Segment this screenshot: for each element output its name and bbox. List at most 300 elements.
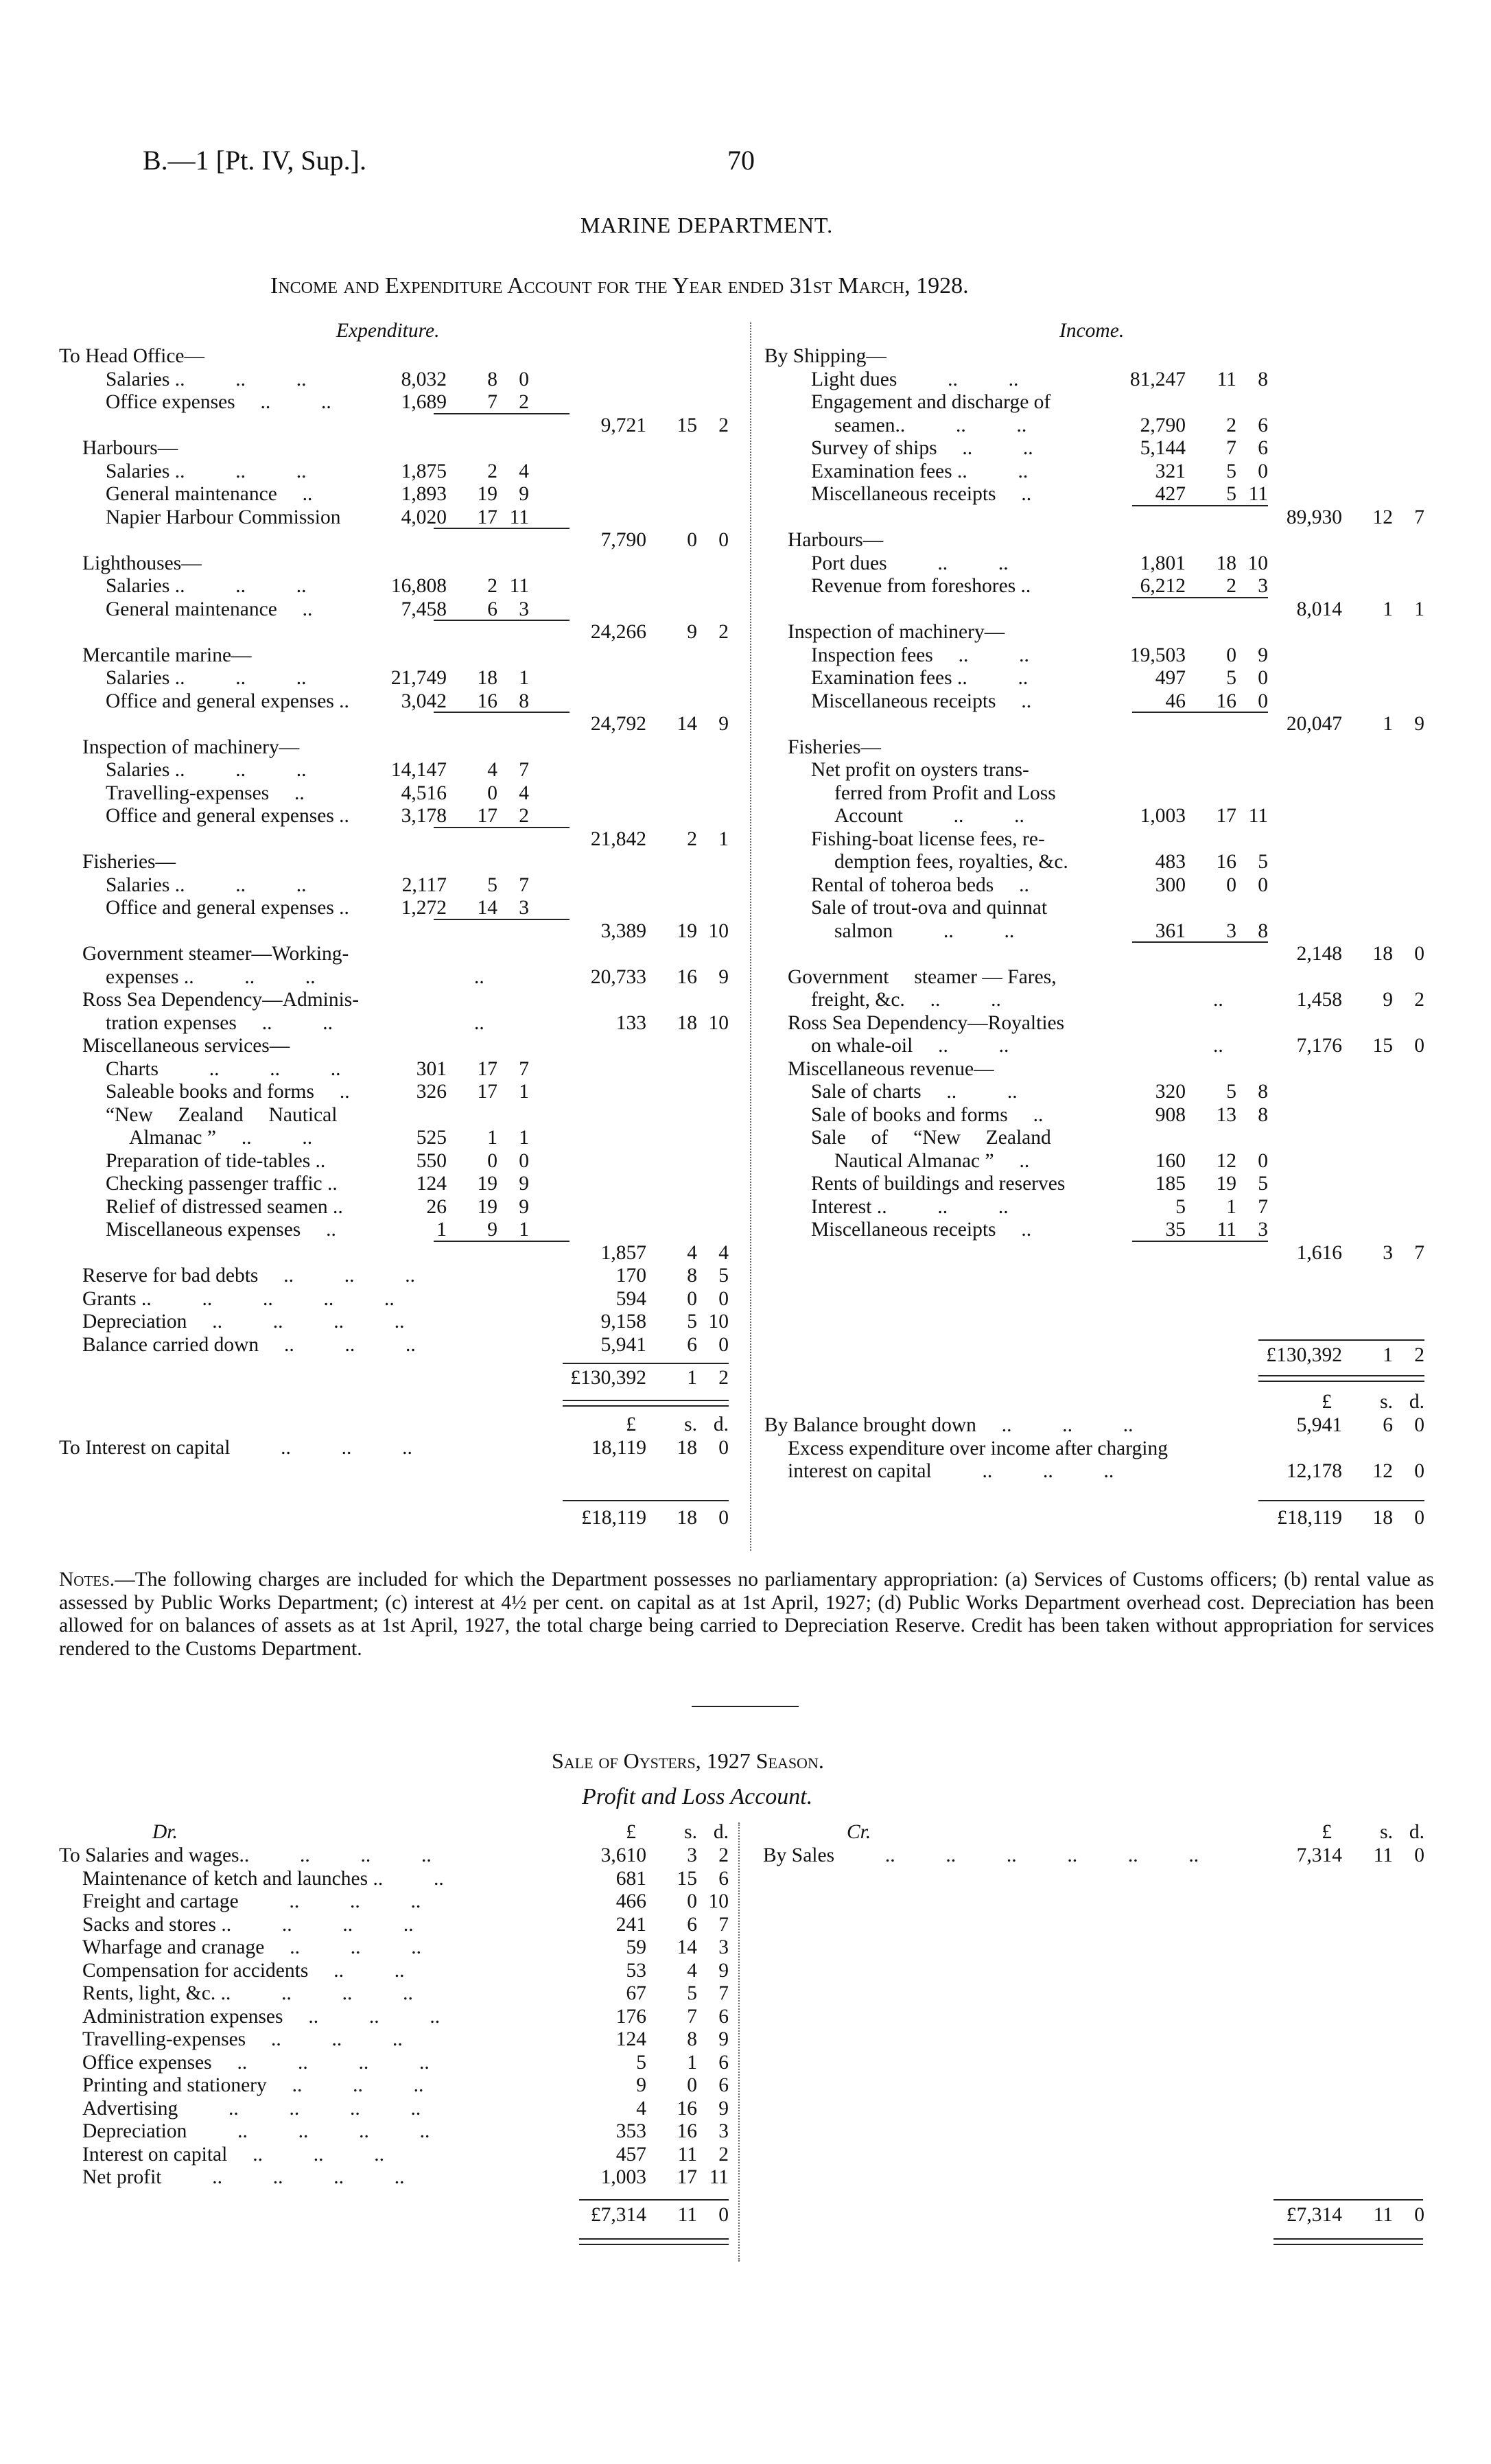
- income-heading: Income.: [1059, 320, 1125, 342]
- oysters-title: Sale of Oysters, 1927 Season.: [552, 1748, 824, 1773]
- value-pounds: 497: [1155, 667, 1186, 689]
- value-s: 12: [1216, 1149, 1236, 1172]
- value-pounds: 3,178: [401, 805, 447, 827]
- ledger-row: [764, 345, 1451, 368]
- rule: [1273, 2199, 1423, 2201]
- oysters-cr-lines: [763, 1844, 1429, 1868]
- value-s: 0: [687, 1890, 697, 1912]
- value-s: 0: [687, 1287, 697, 1310]
- value-pounds: 466: [615, 1890, 646, 1912]
- ledger-row: [59, 1914, 731, 1937]
- ie-total-left-s: 1: [687, 1367, 697, 1389]
- rule: [1258, 1500, 1424, 1501]
- subtotal-rule: [1132, 712, 1268, 713]
- value-s: 2: [687, 828, 697, 850]
- value-d: 2: [718, 621, 729, 643]
- ledger-row: [763, 1844, 1429, 1868]
- value-pounds: 1,893: [401, 483, 447, 505]
- expenditure-lines: [59, 345, 745, 1357]
- value-s: 4: [687, 1241, 697, 1264]
- ledger-row: [59, 1081, 745, 1104]
- ledger-row: [59, 966, 745, 989]
- dr-label: Dr.: [152, 1821, 178, 1843]
- value-d: 0: [1414, 943, 1424, 965]
- value-pounds: 21,749: [390, 667, 447, 689]
- ie-total-left-d: 2: [718, 1367, 729, 1389]
- rule: [1258, 1381, 1424, 1382]
- ledger-label: Travelling-expenses .. .. ..: [82, 2028, 403, 2050]
- value-d: 4: [519, 782, 529, 804]
- ledger-row: [59, 460, 745, 484]
- ledger-label: Reserve for bad debts .. .. ..: [82, 1265, 416, 1287]
- value-pounds: 12,178: [1286, 1460, 1342, 1482]
- value-pounds: 8,014: [1296, 598, 1342, 620]
- ledger-label: Inspection of machinery—: [82, 736, 300, 758]
- ledger-row: [59, 1150, 745, 1173]
- ledger-row: [59, 1127, 745, 1150]
- value-d: 7: [1258, 1195, 1268, 1218]
- ledger-label: Examination fees .. ..: [811, 460, 1029, 482]
- ledger-label: Sale of trout-ova and quinnat: [811, 897, 1048, 919]
- ledger-row: [764, 897, 1451, 920]
- value-s: 2: [1226, 414, 1236, 436]
- notes-text: —The following charges are included for which the Department possesses no parliamentary appropriation: (a) Services of Customs officers; (b) rental value as assessed by Public Works Department; (c) interest at 4½ per cent. on capital as at 1st April, 1927; (d) Public Works Department overhead cost. Depreciation has been allowed for on balances of assets as at 1st April, 1927, the total charge being carried to Depreciation Reserve. Credit has been taken without appropriation for services rendered to the Customs Department.: [59, 1569, 1434, 1660]
- value-s: 7: [487, 391, 497, 413]
- value-d: 0: [1258, 460, 1268, 482]
- oysters-subtitle: Profit and Loss Account.: [582, 1784, 813, 1809]
- value-pounds: 160: [1155, 1149, 1186, 1172]
- ledger-label: tration expenses .. ..: [106, 1011, 333, 1034]
- value-s: 19: [477, 1173, 497, 1195]
- ledger-row: [764, 1150, 1451, 1173]
- value-s: 18: [1372, 1507, 1393, 1529]
- value-d: 6: [718, 2074, 729, 2096]
- ie-total-left: [557, 1367, 729, 1390]
- ledger-label: To Salaries and wages.. .. .. ..: [59, 1844, 432, 1866]
- ledger-label: By Balance brought down .. .. ..: [764, 1414, 1134, 1436]
- ledger-row: [59, 1035, 745, 1058]
- ledger-row: [764, 782, 1451, 806]
- value-d: 5: [1258, 1173, 1268, 1195]
- ie-total-right-d: 2: [1414, 1344, 1424, 1366]
- value-d: 7: [1414, 506, 1424, 528]
- value-d: 7: [1414, 1241, 1424, 1264]
- ledger-row: [59, 2098, 731, 2121]
- ledger-label: Relief of distressed seamen ..: [106, 1195, 343, 1218]
- ledger-label: Interest .. .. ..: [811, 1195, 1009, 1218]
- page-number: 70: [727, 145, 755, 176]
- ledger-row: [59, 506, 745, 530]
- subtotal-rule: [434, 620, 570, 621]
- interest-income-lines: [764, 1414, 1430, 1483]
- ledger-row: [59, 943, 745, 966]
- ledger-label: Inspection of machinery—: [788, 621, 1005, 643]
- ledger-label: General maintenance ..: [106, 483, 313, 505]
- value-pounds: 320: [1155, 1081, 1186, 1103]
- value-d: 0: [1414, 1507, 1424, 1529]
- value-s: 16: [677, 965, 697, 988]
- value-d: 2: [1414, 989, 1424, 1011]
- value-pounds: 20,047: [1286, 713, 1342, 735]
- ledger-label: Compensation for accidents .. ..: [82, 1959, 405, 1982]
- value-s: 0: [687, 529, 697, 551]
- value-d: 0: [1414, 1460, 1424, 1482]
- value-pounds: 20,733: [590, 965, 646, 988]
- value-d: 8: [1258, 919, 1268, 942]
- value-d: 10: [708, 1890, 729, 1912]
- value-d: 0: [519, 1149, 529, 1172]
- ledger-label: Office expenses .. .. .. ..: [82, 2051, 430, 2074]
- value-s: 1: [487, 1127, 497, 1149]
- value-s: 5: [1226, 667, 1236, 689]
- ledger-row: [764, 575, 1451, 598]
- value-s: 12: [1372, 1460, 1393, 1482]
- value-s: 17: [477, 1081, 497, 1103]
- ledger-label: Office and general expenses ..: [106, 690, 349, 712]
- ledger-label: Salaries .. .. ..: [106, 759, 307, 781]
- ledger-row: [764, 805, 1451, 828]
- subtotal-rule: [434, 1241, 570, 1242]
- value-d: 1: [718, 828, 729, 850]
- value-d: 1: [519, 1127, 529, 1149]
- ledger-label: Depreciation .. .. .. ..: [82, 1311, 405, 1333]
- ledger-label: Saleable books and forms ..: [106, 1081, 350, 1103]
- value-d: 2: [718, 2143, 729, 2166]
- section-divider: [692, 1706, 799, 1707]
- ledger-label: Maintenance of ketch and launches .. ..: [82, 1867, 444, 1890]
- ledger-label: Salaries .. .. ..: [106, 575, 307, 597]
- value-s: 16: [1216, 851, 1236, 873]
- value-pounds: 326: [416, 1081, 447, 1103]
- subtotal-rule: [1132, 597, 1268, 598]
- ledger-label: Net profit on oysters trans-: [811, 759, 1029, 781]
- interest-on-capital-value: [557, 1437, 729, 1460]
- value-pounds: 2,148: [1296, 943, 1342, 965]
- ledger-label: seamen.. .. ..: [834, 414, 1027, 436]
- ledger-label: Grants .. .. .. .. ..: [82, 1287, 395, 1310]
- subtotal-rule: [1132, 941, 1268, 943]
- value-pounds: 185: [1155, 1173, 1186, 1195]
- value-s: 2: [487, 575, 497, 597]
- value-pounds: 594: [615, 1287, 646, 1310]
- ledger-label: Miscellaneous receipts ..: [811, 690, 1032, 712]
- notes: [59, 1569, 1434, 1661]
- value-pounds: 124: [615, 2028, 646, 2050]
- value-s: 4: [487, 759, 497, 781]
- ledger-row: [764, 621, 1451, 644]
- ledger-label: Rents of buildings and reserves: [811, 1173, 1066, 1195]
- ledger-row: [764, 1035, 1451, 1058]
- value-d: 7: [718, 1913, 729, 1936]
- value-d: 11: [709, 2166, 729, 2188]
- ledger-dots: ..: [474, 1011, 484, 1034]
- ledger-label: Rents, light, &c. .. .. .. ..: [82, 1982, 413, 2004]
- subtotal-rule: [1132, 505, 1268, 506]
- value-d: 0: [718, 1507, 729, 1529]
- value-s: 18: [677, 1507, 697, 1529]
- value-pounds: 1,875: [401, 460, 447, 482]
- value-pounds: 1,801: [1140, 552, 1186, 574]
- value-pounds: 26: [426, 1195, 447, 1218]
- ledger-label: Fishing-boat license fees, re-: [811, 828, 1045, 850]
- value-s: 5: [487, 873, 497, 896]
- ledger-row: [59, 1012, 745, 1035]
- ledger-row: [764, 828, 1451, 852]
- value-pounds: 18,119: [591, 1437, 646, 1459]
- value-pounds: 133: [615, 1011, 646, 1034]
- value-s: 0: [1226, 873, 1236, 896]
- value-d: 3: [718, 2120, 729, 2142]
- col-head-pounds: £: [626, 1821, 636, 1843]
- ledger-dots: ..: [474, 965, 484, 988]
- value-d: 8: [1258, 1103, 1268, 1126]
- ledger-row: [59, 483, 745, 506]
- value-d: 0: [718, 529, 729, 551]
- ledger-row: [764, 368, 1451, 392]
- value-s: 18: [1216, 552, 1236, 574]
- value-pounds: 361: [1155, 919, 1186, 942]
- value-pounds: 124: [416, 1173, 447, 1195]
- value-s: 19: [1216, 1173, 1236, 1195]
- value-s: 14: [677, 1936, 697, 1958]
- value-d: 11: [1248, 805, 1268, 827]
- value-d: 2: [519, 391, 529, 413]
- value-d: 0: [1414, 1035, 1424, 1057]
- value-s: 5: [1226, 460, 1236, 482]
- value-pounds: £7,314: [1286, 2204, 1342, 2226]
- value-s: 8: [687, 2028, 697, 2050]
- rule: [579, 2244, 729, 2245]
- value-s: 12: [1372, 506, 1393, 528]
- ledger-row: [59, 1334, 745, 1357]
- ledger-row: [764, 529, 1451, 552]
- value-pounds: 7,314: [1296, 1844, 1342, 1866]
- ledger-label: Survey of ships .. ..: [811, 437, 1033, 459]
- value-s: 11: [1373, 2204, 1393, 2226]
- value-s: 19: [477, 1195, 497, 1218]
- col-head-pounds: £: [1322, 1821, 1332, 1843]
- ledger-row: [764, 989, 1451, 1012]
- ledger-row: [59, 2074, 731, 2098]
- col-head-d: d.: [713, 1413, 729, 1435]
- ledger-dots: ..: [1213, 989, 1223, 1011]
- interest-on-capital-label: To Interest on capital .. .. ..: [59, 1437, 412, 1459]
- ledger-row: [764, 966, 1451, 989]
- ledger-row: [764, 1104, 1451, 1127]
- ledger-row: [59, 1058, 745, 1081]
- ledger-label: Miscellaneous receipts ..: [811, 483, 1032, 505]
- value-s: 0: [487, 1149, 497, 1172]
- ledger-label: Mercantile marine—: [82, 644, 252, 666]
- ledger-label: To Head Office—: [59, 345, 205, 367]
- ledger-label: Miscellaneous expenses ..: [106, 1219, 336, 1241]
- rule: [1258, 1375, 1424, 1376]
- ledger-row: [764, 644, 1451, 668]
- ledger-row: [59, 1219, 745, 1242]
- value-d: 2: [718, 1844, 729, 1866]
- ledger-row: [59, 2028, 731, 2052]
- value-s: 0: [687, 2074, 697, 2096]
- ledger-row: [59, 1844, 731, 1868]
- subtotal-rule: [434, 919, 570, 920]
- value-pounds: 9,158: [600, 1311, 646, 1333]
- ledger-row: [764, 1460, 1430, 1483]
- value-s: 6: [687, 1913, 697, 1936]
- value-pounds: 7,790: [600, 529, 646, 551]
- value-s: 14: [477, 897, 497, 919]
- value-pounds: 1,689: [401, 391, 447, 413]
- value-s: 8: [487, 368, 497, 390]
- value-d: 8: [519, 690, 529, 712]
- value-pounds: 4: [636, 2097, 646, 2120]
- value-pounds: 3,389: [600, 919, 646, 942]
- interest-col-heads-left: [557, 1413, 729, 1437]
- value-d: 6: [718, 1867, 729, 1890]
- ledger-label: Freight and cartage .. .. ..: [82, 1890, 421, 1912]
- value-d: 11: [509, 575, 529, 597]
- value-d: 7: [519, 759, 529, 781]
- value-s: 11: [1217, 1219, 1236, 1241]
- ledger-label: Lighthouses—: [82, 552, 202, 574]
- ledger-row: [59, 920, 745, 943]
- rule: [563, 1405, 729, 1407]
- value-s: 11: [677, 2204, 697, 2226]
- ledger-label: Charts .. .. ..: [106, 1057, 341, 1080]
- ledger-label: Light dues .. ..: [811, 368, 1019, 390]
- rule: [1273, 2238, 1423, 2240]
- value-pounds: 3,610: [600, 1844, 646, 1866]
- col-head-s: s.: [684, 1821, 697, 1843]
- department-title: MARINE DEPARTMENT.: [580, 213, 834, 237]
- value-pounds: 7,176: [1296, 1035, 1342, 1057]
- value-s: 18: [677, 1437, 697, 1459]
- ledger-label: Examination fees .. ..: [811, 667, 1029, 689]
- ledger-dots: ..: [1213, 1035, 1223, 1057]
- ledger-row: [764, 713, 1451, 736]
- value-d: 0: [1414, 2204, 1424, 2226]
- ledger-label: salmon .. ..: [834, 919, 1015, 942]
- value-d: 6: [1258, 437, 1268, 459]
- ledger-label: Sacks and stores .. .. .. ..: [82, 1913, 414, 1936]
- value-s: 19: [477, 483, 497, 505]
- income-lines: [764, 345, 1451, 1265]
- oysters-total-right: [1253, 2204, 1424, 2227]
- ledger-row: [764, 667, 1451, 690]
- ledger-row: [764, 460, 1451, 484]
- ledger-label: Sale of “New Zealand: [811, 1127, 1051, 1149]
- ledger-row: [59, 529, 745, 552]
- ledger-label: Salaries .. .. ..: [106, 873, 307, 896]
- value-pounds: 67: [626, 1982, 646, 2004]
- expenditure-heading: Expenditure.: [336, 320, 440, 342]
- value-s: 17: [677, 2166, 697, 2188]
- value-d: 6: [1258, 414, 1268, 436]
- value-s: 1: [1383, 713, 1393, 735]
- subtotal-rule: [434, 827, 570, 828]
- value-d: 1: [519, 1081, 529, 1103]
- ledger-label: Net profit .. .. .. ..: [82, 2166, 405, 2188]
- ledger-label: Miscellaneous receipts ..: [811, 1219, 1032, 1241]
- value-d: 0: [1414, 1414, 1424, 1436]
- ledger-label: Salaries .. .. ..: [106, 368, 307, 390]
- value-s: 2: [1226, 575, 1236, 597]
- ledger-row: [59, 874, 745, 897]
- value-s: 13: [1216, 1103, 1236, 1126]
- value-s: 16: [1216, 690, 1236, 712]
- value-s: 16: [677, 2120, 697, 2142]
- rule: [1273, 2244, 1423, 2245]
- value-d: 1: [519, 1219, 529, 1241]
- value-s: 16: [677, 2097, 697, 2120]
- ledger-row: [764, 1438, 1430, 1461]
- ledger-label: Miscellaneous revenue—: [788, 1057, 994, 1080]
- ledger-row: [764, 736, 1451, 760]
- value-pounds: 19,503: [1129, 644, 1186, 666]
- col-head-pounds: £: [626, 1413, 636, 1435]
- ledger-row: [764, 943, 1451, 966]
- ie-total-right-pounds: £130,392: [1266, 1344, 1342, 1366]
- value-pounds: 24,792: [590, 713, 646, 735]
- ledger-row: [764, 1127, 1451, 1150]
- value-s: 1: [1226, 1195, 1236, 1218]
- value-d: 8: [1258, 1081, 1268, 1103]
- value-pounds: 81,247: [1129, 368, 1186, 390]
- ledger-row: [59, 989, 745, 1012]
- ledger-label: Almanac ” .. ..: [129, 1127, 313, 1149]
- value-pounds: 14,147: [390, 759, 447, 781]
- value-s: 17: [477, 506, 497, 528]
- center-divider: [750, 322, 751, 1551]
- value-d: 9: [519, 1195, 529, 1218]
- ie-total-right: [1253, 1344, 1424, 1368]
- ledger-row: [59, 2006, 731, 2029]
- value-d: 9: [718, 965, 729, 988]
- ledger-row: [59, 575, 745, 598]
- value-d: 10: [708, 1011, 729, 1034]
- value-pounds: 5: [1175, 1195, 1186, 1218]
- value-pounds: £18,119: [581, 1507, 646, 1529]
- value-s: 11: [1373, 1844, 1393, 1866]
- value-d: 0: [519, 368, 529, 390]
- ledger-label: Harbours—: [82, 437, 178, 459]
- ledger-label: Engagement and discharge of: [811, 391, 1051, 413]
- ledger-row: [59, 2120, 731, 2144]
- value-s: 1: [687, 2051, 697, 2074]
- value-pounds: 53: [626, 1959, 646, 1982]
- ledger-label: Sale of charts .. ..: [811, 1081, 1018, 1103]
- ledger-row: [764, 1058, 1451, 1081]
- ledger-row: [764, 1414, 1430, 1438]
- value-pounds: 16,808: [390, 575, 447, 597]
- ledger-label: Fisheries—: [788, 736, 882, 758]
- value-pounds: 89,930: [1286, 506, 1342, 528]
- ledger-label: Sale of books and forms ..: [811, 1103, 1044, 1126]
- ledger-label: Account .. ..: [834, 805, 1024, 827]
- ledger-label: Miscellaneous services—: [82, 1035, 290, 1057]
- ledger-row: [59, 644, 745, 668]
- value-s: 6: [1383, 1414, 1393, 1436]
- ledger-row: [59, 1960, 731, 1983]
- ledger-row: [764, 552, 1451, 576]
- value-d: 9: [1258, 644, 1268, 666]
- value-d: 11: [509, 506, 529, 528]
- ledger-label: demption fees, royalties, &c.: [834, 851, 1068, 873]
- ledger-label: Fisheries—: [82, 851, 176, 873]
- value-pounds: 427: [1155, 483, 1186, 505]
- ledger-row: [59, 391, 745, 414]
- ledger-row: [59, 1936, 731, 1960]
- value-s: 9: [487, 1219, 497, 1241]
